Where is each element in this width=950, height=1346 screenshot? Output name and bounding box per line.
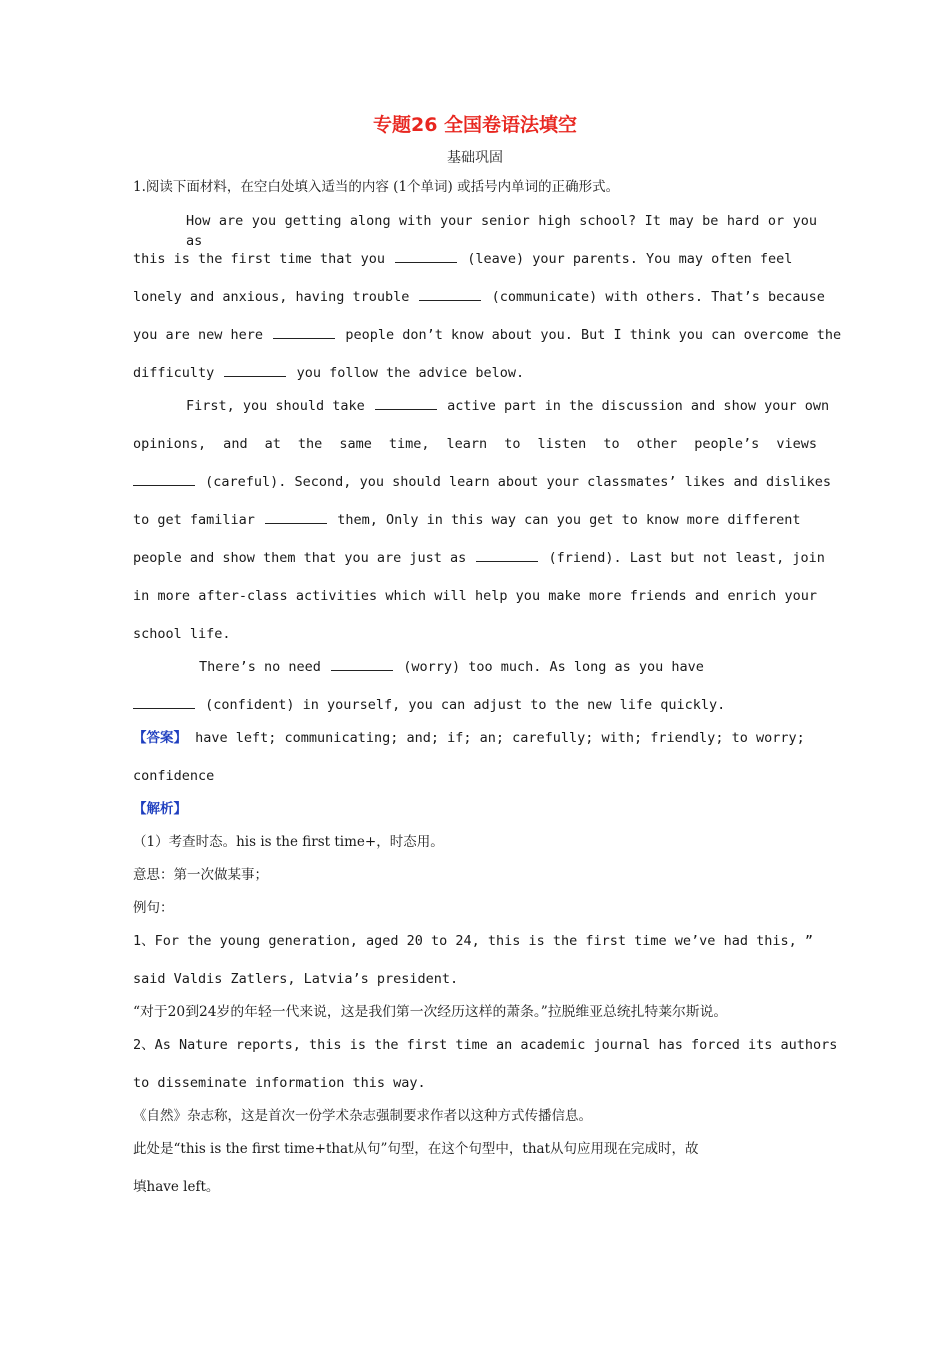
passage-line: opinions, and at the same time, learn to listen to other people’s views (133, 436, 817, 452)
example-line: to disseminate information this way. (133, 1075, 426, 1091)
instruction: 1.阅读下面材料，在空白处填入适当的内容 (1个单词) 或括号内单词的正确形式。 (133, 179, 620, 195)
passage-line: difficulty you follow the advice below. (133, 365, 525, 381)
example-line: 2、As Nature reports, this is the first time an academic journal has forced its authors (133, 1037, 838, 1053)
analysis-meaning: 意思：第一次做某事； (133, 867, 268, 883)
answer-line (133, 728, 817, 748)
passage-line: you are new here people don’t know about you. But I think you can overcome the (133, 327, 842, 343)
page-title: 专题26 全国卷语法填空 (372, 114, 578, 136)
passage-line: First, you should take active part in the discussion and show your own (186, 398, 830, 414)
passage-line: in more after-class activities which will help you make more friends and enrich your (133, 588, 817, 604)
passage-line: people and show them that you are just as (friend). Last but not least, join (133, 550, 825, 566)
answer-blank[interactable] (331, 658, 393, 671)
passage-line: lonely and anxious, having trouble (communicate) with others. That’s because (133, 289, 825, 305)
answer-blank[interactable] (133, 696, 195, 709)
answer-blank[interactable] (273, 326, 335, 339)
answer-label: 【答案】 (133, 730, 187, 746)
passage-line: to get familiar them, Only in this way can you get to know more different (133, 512, 801, 528)
passage-line: school life. (133, 626, 231, 642)
answer-line: confidence (133, 768, 215, 784)
conclusion-line: 此处是“this is the first time+that从句”句型，在这个句型中，that从句应用现在完成时，故 (133, 1141, 699, 1157)
answer-blank[interactable] (395, 250, 457, 263)
passage-line: How are you getting along with your senior high school? It may be hard or you as (186, 213, 817, 249)
example-line: 1、For the young generation, aged 20 to 24, this is the first time we’ve had this, ” (133, 933, 813, 949)
answer-text: have left; communicating; and; if; an; carefully; with; friendly; to worry; (195, 730, 805, 746)
analysis-label: 【解析】 (133, 801, 187, 817)
answer-blank[interactable] (265, 511, 327, 524)
answer-blank[interactable] (133, 473, 195, 486)
conclusion-line: 填have left。 (133, 1179, 220, 1195)
page-subtitle: 基础巩固 (447, 150, 503, 166)
passage-line: There’s no need (worry) too much. As long as you have (199, 659, 704, 675)
answer-blank[interactable] (224, 364, 286, 377)
answer-blank[interactable] (419, 288, 481, 301)
answer-blank[interactable] (476, 549, 538, 562)
example-line: said Valdis Zatlers, Latvia’s president. (133, 971, 459, 987)
passage-line: (confident) in yourself, you can adjust to the new life quickly. (133, 695, 817, 715)
answer-blank[interactable] (375, 397, 437, 410)
analysis-point: （1）考查时态。his is the first time+，时态用。 (133, 834, 444, 850)
example-translation: 《自然》杂志称，这是首次一份学术杂志强制要求作者以这种方式传播信息。 (133, 1108, 592, 1124)
passage-line: this is the first time that you (leave) your parents. You may often feel (133, 251, 793, 267)
example-label: 例句： (133, 900, 174, 916)
example-translation: “对于20到24岁的年轻一代来说，这是我们第一次经历这样的萧条。”拉脱维亚总统扎特莱尔斯说。 (133, 1004, 728, 1020)
passage-line: (careful). Second, you should learn about your classmates’ likes and dislikes (133, 472, 817, 492)
